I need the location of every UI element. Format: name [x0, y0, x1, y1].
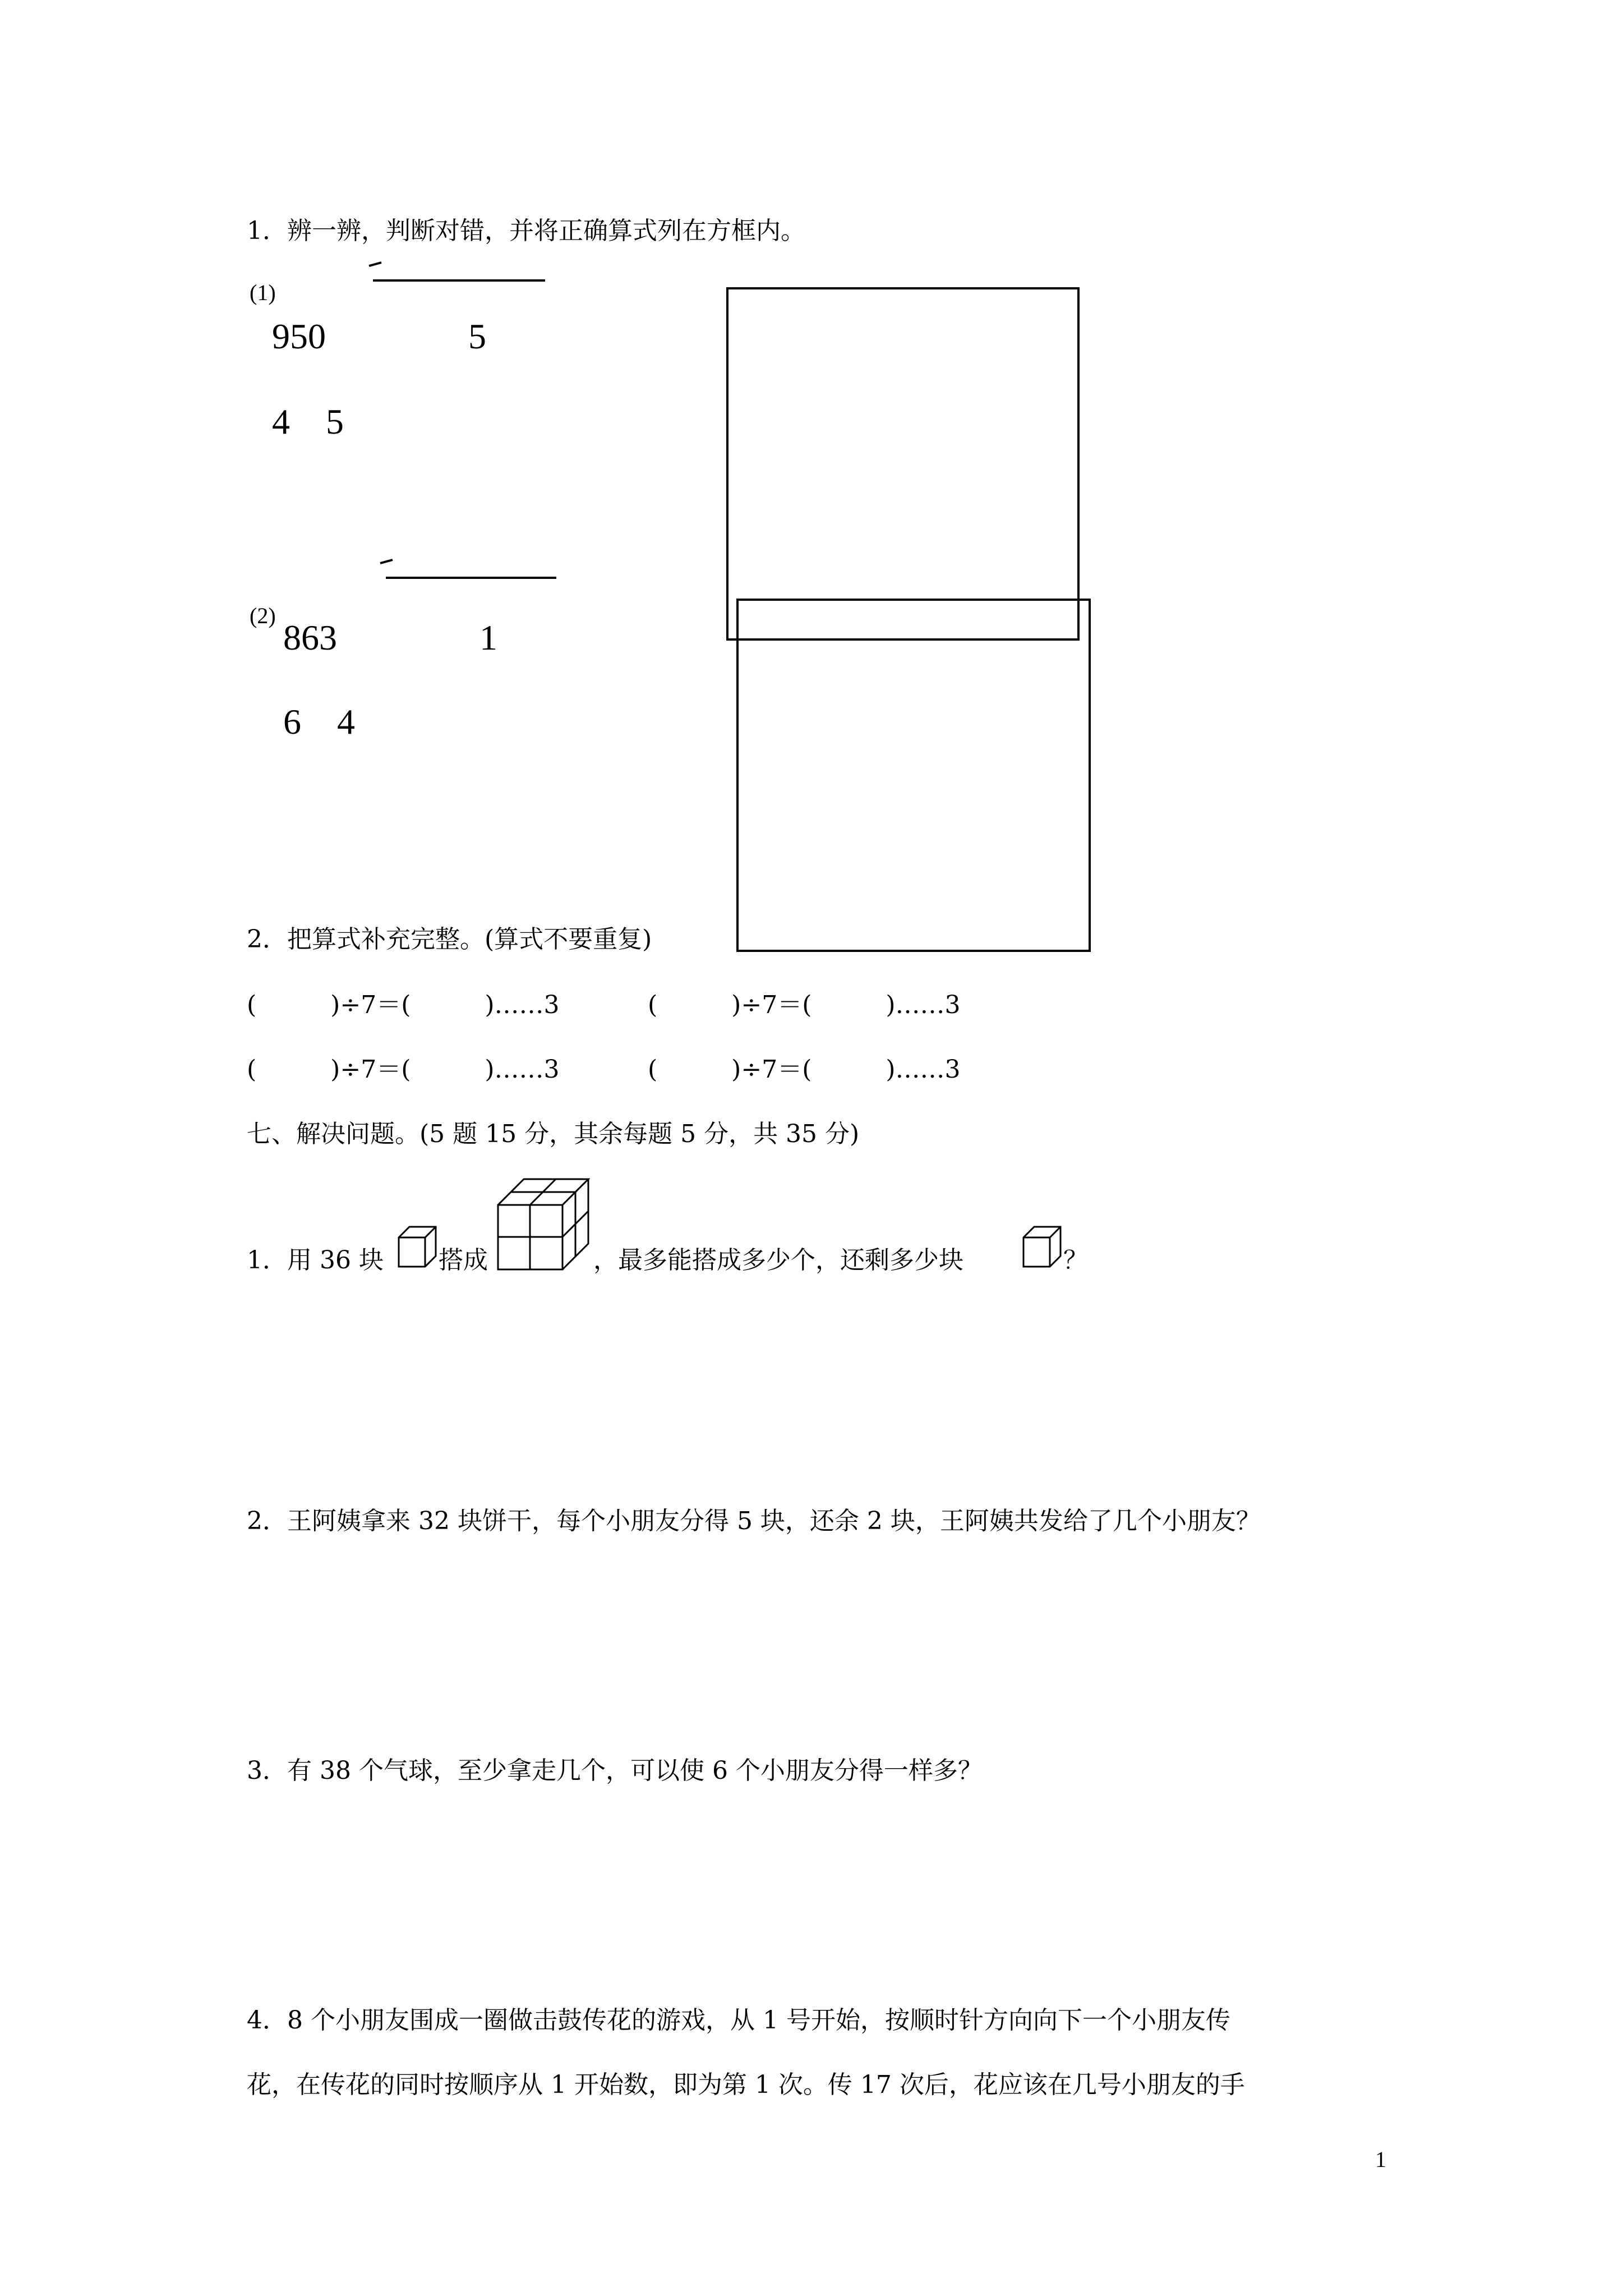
question-7-4-line-2: 花，在传花的同时按顺序从 1 开始数，即为第 1 次。传 17 次后，花应该在几号小朋友的手 — [247, 2070, 1245, 2099]
small-cube-icon — [397, 1224, 437, 1269]
quotient-2: 1 — [479, 618, 497, 657]
equation-row-4[interactable]: ( )÷7＝( )……3 — [648, 1055, 961, 1084]
answer-box-2[interactable] — [736, 599, 1091, 952]
division-bracket-2 — [370, 550, 561, 583]
quotient-1: 5 — [468, 316, 486, 356]
question-7-1-part1: 1．用 36 块 — [247, 1246, 384, 1274]
question-7-3-text: 3．有 38 个气球，至少拿走几个，可以使 6 个小朋友分得一样多？ — [247, 1756, 983, 1785]
question-7-1-part2: 搭成 — [439, 1246, 488, 1274]
question-7-2-text: 2．王阿姨拿来 32 块饼干，每个小朋友分得 5 块，还余 2 块，王阿姨共发给了几个小朋友？ — [247, 1507, 1261, 1535]
dividend-2: 863 — [283, 618, 337, 657]
small-cube-icon-2 — [1022, 1224, 1062, 1269]
section-7-heading: 七、解决问题。(5 题 15 分，其余每题 5 分，共 35 分) — [247, 1120, 860, 1148]
work-row-2: 6 4 — [283, 702, 355, 742]
equation-row-2[interactable]: ( )÷7＝( )……3 — [648, 991, 961, 1019]
question-7-1-part3: ，最多能搭成多少个，还剩多少块 — [593, 1246, 963, 1274]
work-row-1: 4 5 — [272, 402, 344, 441]
item-2-label: (2) — [250, 603, 276, 628]
large-cube-icon — [496, 1177, 591, 1272]
question-6-2-text: 2．把算式补充完整。(算式不要重复) — [247, 925, 652, 954]
equation-row-3[interactable]: ( )÷7＝( )……3 — [247, 1055, 560, 1084]
question-7-1-part4: ？ — [1063, 1246, 1088, 1274]
answer-box-1[interactable] — [726, 287, 1080, 641]
question-7-4-line-1: 4．8 个小朋友围成一圈做击鼓传花的游戏，从 1 号开始，按顺时针方向向下一个小朋友传 — [247, 2006, 1230, 2035]
division-bracket-1 — [359, 252, 550, 286]
item-1-label: (1) — [250, 280, 276, 305]
dividend-1: 950 — [272, 316, 326, 356]
equation-row-1[interactable]: ( )÷7＝( )……3 — [247, 991, 560, 1019]
page-number: 1 — [1375, 2147, 1386, 2172]
question-6-1-text: 1．辨一辨，判断对错，并将正确算式列在方框内。 — [247, 217, 805, 245]
